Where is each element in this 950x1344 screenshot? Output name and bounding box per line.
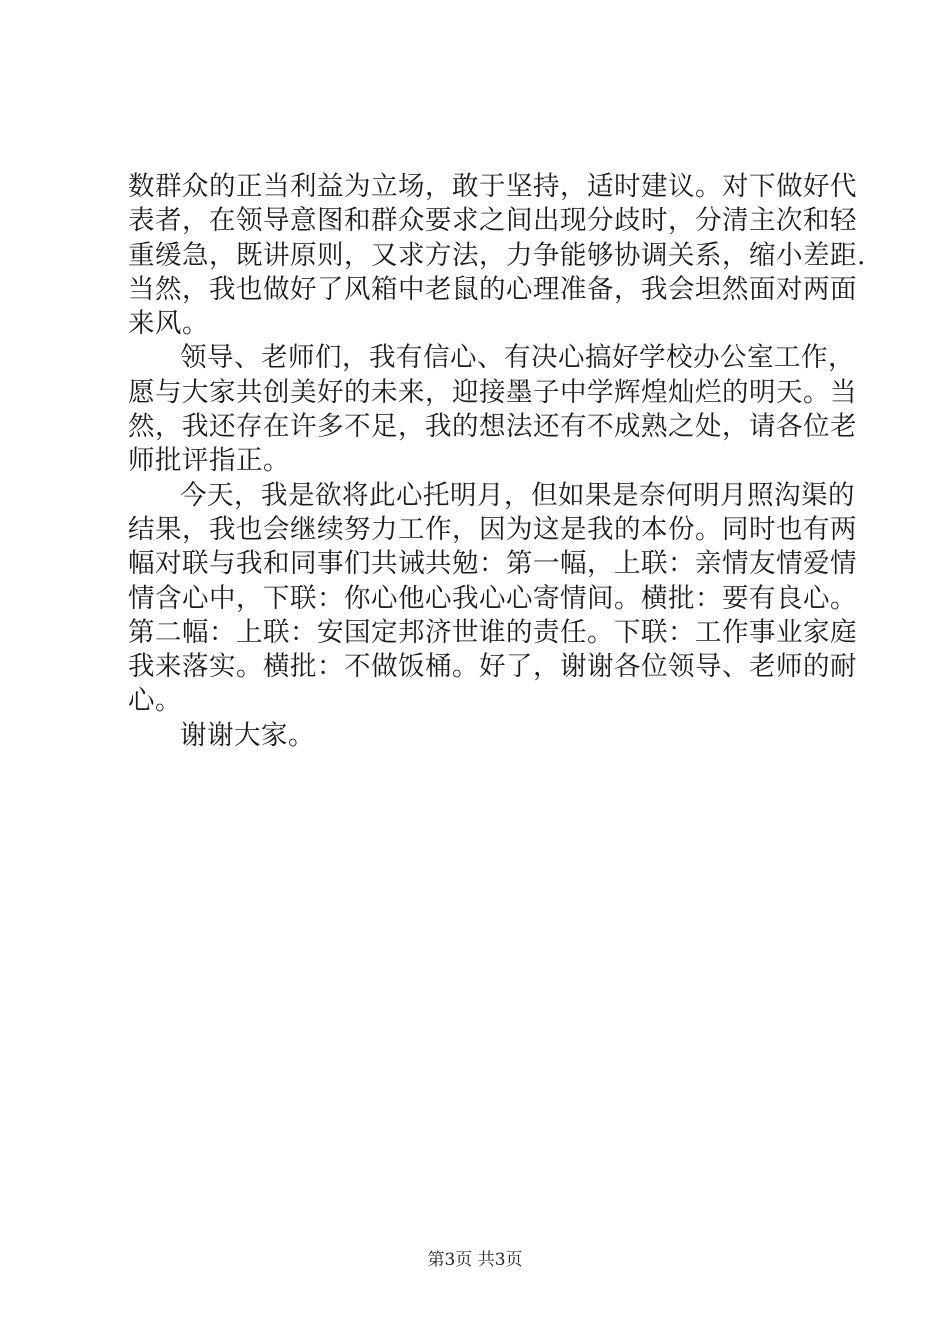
text-line: 幅对联与我和同事们共诫共勉：第一幅，上联：亲情友情爱情 xyxy=(128,548,857,580)
text-line: 愿与大家共创美好的未来，迎接墨子中学辉煌灿烂的明天。当 xyxy=(128,376,857,408)
text-line: 来风。 xyxy=(128,308,209,340)
closing-line: 谢谢大家。 xyxy=(180,719,315,751)
text-line: 心。 xyxy=(128,685,182,717)
text-line: 第二幅：上联：安国定邦济世谁的责任。下联：工作事业家庭 xyxy=(128,616,857,648)
text-line: 数群众的正当利益为立场，敢于坚持，适时建议。对下做好代 xyxy=(128,171,857,202)
text-line: 重缓急，既讲原则，又求方法，力争能够协调关系，缩小差距. xyxy=(128,239,866,271)
paragraph-start-line: 今天，我是欲将此心托明月，但如果是奈何明月照沟渠的 xyxy=(180,479,855,511)
page-number-footer: 第3页 共3页 xyxy=(427,1250,523,1270)
text-line: 结果，我也会继续努力工作，因为这是我的本份。同时也有两 xyxy=(128,513,857,545)
text-line: 表者，在领导意图和群众要求之间出现分歧时，分清主次和轻 xyxy=(128,205,857,237)
text-line: 师批评指正。 xyxy=(128,445,290,477)
text-line: 情含心中，下联：你心他心我心心寄情间。横批：要有良心。 xyxy=(128,582,857,614)
document-body xyxy=(128,170,866,753)
text-line: 我来落实。横批：不做饭桶。好了，谢谢各位领导、老师的耐 xyxy=(128,651,857,683)
text-line: 当然，我也做好了风箱中老鼠的心理准备，我会坦然面对两面 xyxy=(128,273,857,305)
text-line: 然，我还存在许多不足，我的想法还有不成熟之处，请各位老 xyxy=(128,411,857,443)
paragraph-start-line: 领导、老师们，我有信心、有决心搞好学校办公室工作， xyxy=(180,342,855,374)
